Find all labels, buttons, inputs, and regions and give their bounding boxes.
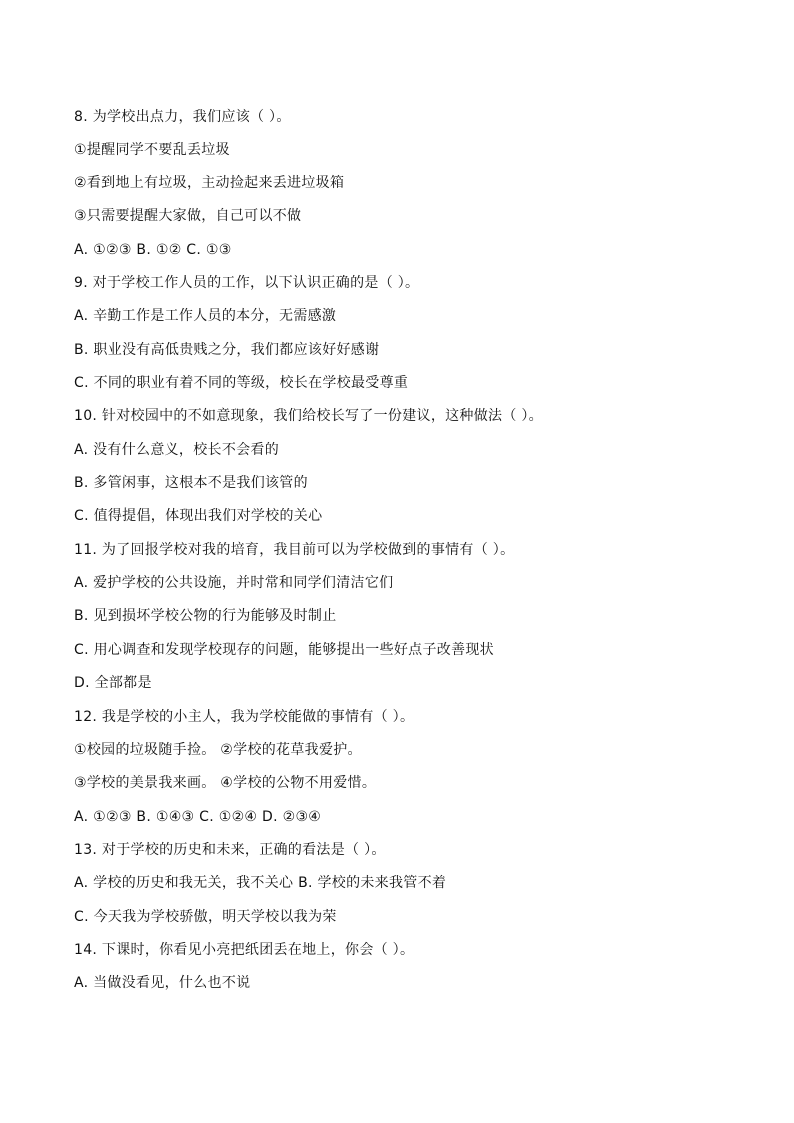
q13-options-a-b: A. 学校的历史和我无关，我不关心 B. 学校的未来我管不着 bbox=[74, 875, 447, 891]
question-8-stem: 8. 为学校出点力，我们应该（ ）。 bbox=[74, 109, 291, 125]
q10-option-b: B. 多管闲事，这根本不是我们该管的 bbox=[74, 475, 308, 491]
q8-statement-1: ①提醒同学不要乱丢垃圾 bbox=[74, 142, 230, 158]
q9-option-a: A. 辛勤工作是工作人员的本分，无需感激 bbox=[74, 308, 337, 324]
q10-option-c: C. 值得提倡，体现出我们对学校的关心 bbox=[74, 508, 323, 524]
question-10-stem: 10. 针对校园中的不如意现象，我们给校长写了一份建议，这种做法（ ）。 bbox=[74, 408, 543, 424]
q13-option-c: C. 今天我为学校骄傲，明天学校以我为荣 bbox=[74, 909, 337, 925]
q11-option-a: A. 爱护学校的公共设施，并时常和同学们清洁它们 bbox=[74, 575, 394, 591]
question-13-stem: 13. 对于学校的历史和未来，正确的看法是（ ）。 bbox=[74, 842, 386, 858]
q14-option-a: A. 当做没看见，什么也不说 bbox=[74, 975, 251, 991]
question-12-stem: 12. 我是学校的小主人，我为学校能做的事情有（ ）。 bbox=[74, 709, 415, 725]
q10-option-a: A. 没有什么意义，校长不会看的 bbox=[74, 442, 280, 458]
q8-statement-3: ③只需要提醒大家做，自己可以不做 bbox=[74, 208, 302, 224]
question-11-stem: 11. 为了回报学校对我的培育，我目前可以为学校做到的事情有（ ）。 bbox=[74, 542, 515, 558]
q12-options: A. ①②③ B. ①④③ C. ①②④ D. ②③④ bbox=[74, 809, 322, 825]
q12-statements-3-4: ③学校的美景我来画。 ④学校的公物不用爱惜。 bbox=[74, 775, 377, 791]
q8-options: A. ①②③ B. ①② C. ①③ bbox=[74, 242, 232, 258]
q9-option-b: B. 职业没有高低贵贱之分，我们都应该好好感谢 bbox=[74, 342, 380, 358]
q8-statement-2: ②看到地上有垃圾，主动捡起来丢进垃圾箱 bbox=[74, 175, 345, 191]
q11-option-c: C. 用心调查和发现学校现存的问题，能够提出一些好点子改善现状 bbox=[74, 642, 494, 658]
q11-option-b: B. 见到损坏学校公物的行为能够及时制止 bbox=[74, 608, 337, 624]
q9-option-c: C. 不同的职业有着不同的等级，校长在学校最受尊重 bbox=[74, 375, 409, 391]
question-9-stem: 9. 对于学校工作人员的工作，以下认识正确的是（ ）。 bbox=[74, 275, 420, 291]
q11-option-d: D. 全部都是 bbox=[74, 675, 152, 691]
q12-statements-1-2: ①校园的垃圾随手捡。 ②学校的花草我爱护。 bbox=[74, 742, 362, 758]
question-14-stem: 14. 下课时，你看见小亮把纸团丢在地上，你会（ ）。 bbox=[74, 942, 415, 958]
